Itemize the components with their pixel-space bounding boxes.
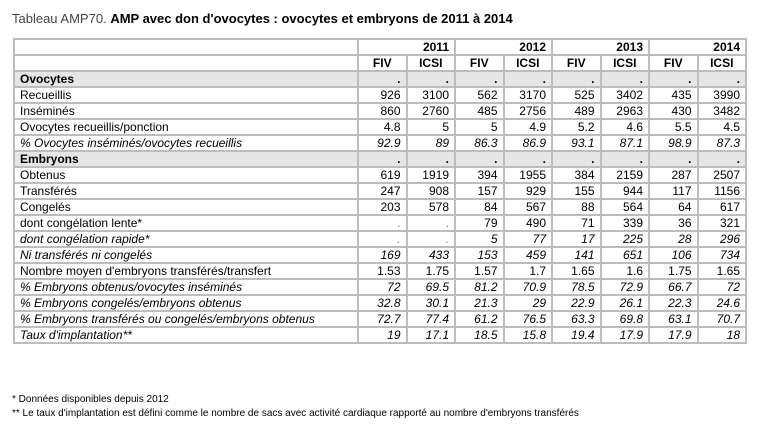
row-label: % Embryons congelés/embryons obtenus <box>14 295 358 311</box>
value-cell: 485 <box>455 103 504 119</box>
value-cell: 651 <box>601 247 650 263</box>
value-cell: 28 <box>649 231 698 247</box>
value-cell: 22.3 <box>649 295 698 311</box>
value-cell: 287 <box>649 167 698 183</box>
value-cell: . <box>455 151 504 167</box>
value-cell: 929 <box>504 183 553 199</box>
value-cell: 17 <box>552 231 601 247</box>
table-row <box>14 167 746 183</box>
table-row <box>14 183 746 199</box>
value-cell: 169 <box>358 247 407 263</box>
value-cell: 4.6 <box>601 119 650 135</box>
value-cell: 87.1 <box>601 135 650 151</box>
table-row <box>14 311 746 327</box>
value-cell: . <box>358 215 407 231</box>
table-row <box>14 247 746 263</box>
value-cell: 76.5 <box>504 311 553 327</box>
technique-header: ICSI <box>407 55 456 71</box>
value-cell: 141 <box>552 247 601 263</box>
table-row <box>14 231 746 247</box>
value-cell: 29 <box>504 295 553 311</box>
value-cell: 1.75 <box>407 263 456 279</box>
value-cell: 2963 <box>601 103 650 119</box>
value-cell: 66.7 <box>649 279 698 295</box>
value-cell: 860 <box>358 103 407 119</box>
value-cell: 86.3 <box>455 135 504 151</box>
value-cell: 5.2 <box>552 119 601 135</box>
value-cell: 435 <box>649 87 698 103</box>
value-cell: . <box>358 231 407 247</box>
value-cell: 734 <box>698 247 747 263</box>
value-cell: 63.3 <box>552 311 601 327</box>
value-cell: 70.9 <box>504 279 553 295</box>
technique-header: FIV <box>455 55 504 71</box>
value-cell: 339 <box>601 215 650 231</box>
value-cell: . <box>407 215 456 231</box>
value-cell: 26.1 <box>601 295 650 311</box>
row-label: Obtenus <box>14 167 358 183</box>
year-header: 2013 <box>552 39 649 55</box>
table-title <box>12 11 513 26</box>
value-cell: 21.3 <box>455 295 504 311</box>
value-cell: 19 <box>358 327 407 343</box>
value-cell: . <box>698 151 747 167</box>
header-empty-cell <box>14 55 358 71</box>
value-cell: 153 <box>455 247 504 263</box>
value-cell: . <box>601 151 650 167</box>
value-cell: 72.7 <box>358 311 407 327</box>
table-row <box>14 135 746 151</box>
value-cell: . <box>698 71 747 87</box>
value-cell: 64 <box>649 199 698 215</box>
value-cell: 908 <box>407 183 456 199</box>
technique-header: FIV <box>358 55 407 71</box>
value-cell: 93.1 <box>552 135 601 151</box>
row-label: Transférés <box>14 183 358 199</box>
value-cell: 24.6 <box>698 295 747 311</box>
value-cell: 69.8 <box>601 311 650 327</box>
value-cell: . <box>552 151 601 167</box>
year-header: 2011 <box>358 39 455 55</box>
row-label: % Embryons obtenus/ovocytes inséminés <box>14 279 358 295</box>
row-label: Congelés <box>14 199 358 215</box>
value-cell: 1156 <box>698 183 747 199</box>
value-cell: 4.9 <box>504 119 553 135</box>
value-cell: 5 <box>455 119 504 135</box>
value-cell: . <box>552 71 601 87</box>
value-cell: 1.6 <box>601 263 650 279</box>
technique-header: FIV <box>649 55 698 71</box>
value-cell: 155 <box>552 183 601 199</box>
value-cell: . <box>649 151 698 167</box>
value-cell: 22.9 <box>552 295 601 311</box>
value-cell: 490 <box>504 215 553 231</box>
value-cell: 1.65 <box>698 263 747 279</box>
row-label: dont congélation rapide* <box>14 231 358 247</box>
value-cell: 5 <box>407 119 456 135</box>
value-cell: 433 <box>407 247 456 263</box>
table-caption: AMP avec don d'ovocytes : ovocytes et embryons de 2011 à 2014 <box>110 11 513 26</box>
value-cell: 1.53 <box>358 263 407 279</box>
value-cell: 17.9 <box>601 327 650 343</box>
section-label: Embryons <box>14 151 358 167</box>
value-cell: 88 <box>552 199 601 215</box>
value-cell: 106 <box>649 247 698 263</box>
table-row <box>14 215 746 231</box>
value-cell: 78.5 <box>552 279 601 295</box>
value-cell: 562 <box>455 87 504 103</box>
row-label: Taux d'implantation** <box>14 327 358 343</box>
value-cell: 81.2 <box>455 279 504 295</box>
table-row <box>14 119 746 135</box>
table-row <box>14 263 746 279</box>
row-label: Ni transférés ni congelés <box>14 247 358 263</box>
value-cell: 87.3 <box>698 135 747 151</box>
value-cell: 2159 <box>601 167 650 183</box>
year-header: 2014 <box>649 39 746 55</box>
value-cell: . <box>407 231 456 247</box>
value-cell: 247 <box>358 183 407 199</box>
value-cell: 15.8 <box>504 327 553 343</box>
value-cell: 430 <box>649 103 698 119</box>
value-cell: 4.5 <box>698 119 747 135</box>
value-cell: 926 <box>358 87 407 103</box>
table-row <box>14 199 746 215</box>
value-cell: 525 <box>552 87 601 103</box>
value-cell: 3990 <box>698 87 747 103</box>
value-cell: 77.4 <box>407 311 456 327</box>
value-cell: 944 <box>601 183 650 199</box>
value-cell: 32.8 <box>358 295 407 311</box>
value-cell: 2760 <box>407 103 456 119</box>
header-empty-cell <box>14 39 358 55</box>
row-label: Ovocytes recueillis/ponction <box>14 119 358 135</box>
value-cell: 2756 <box>504 103 553 119</box>
technique-header: ICSI <box>601 55 650 71</box>
value-cell: . <box>407 71 456 87</box>
data-table <box>13 38 747 344</box>
value-cell: 2507 <box>698 167 747 183</box>
value-cell: 61.2 <box>455 311 504 327</box>
row-label: Recueillis <box>14 87 358 103</box>
value-cell: 86.9 <box>504 135 553 151</box>
value-cell: 619 <box>358 167 407 183</box>
value-cell: 19.4 <box>552 327 601 343</box>
value-cell: 578 <box>407 199 456 215</box>
value-cell: 72.9 <box>601 279 650 295</box>
value-cell: . <box>407 151 456 167</box>
value-cell: 1.65 <box>552 263 601 279</box>
value-cell: 617 <box>698 199 747 215</box>
value-cell: 17.1 <box>407 327 456 343</box>
value-cell: 1.57 <box>455 263 504 279</box>
footnote: * Données disponibles depuis 2012 <box>12 394 169 405</box>
value-cell: 489 <box>552 103 601 119</box>
value-cell: 17.9 <box>649 327 698 343</box>
value-cell: 1.7 <box>504 263 553 279</box>
technique-header: FIV <box>552 55 601 71</box>
value-cell: 296 <box>698 231 747 247</box>
value-cell: 3482 <box>698 103 747 119</box>
table-row <box>14 295 746 311</box>
value-cell: 63.1 <box>649 311 698 327</box>
value-cell: 564 <box>601 199 650 215</box>
value-cell: 1955 <box>504 167 553 183</box>
value-cell: 117 <box>649 183 698 199</box>
value-cell: 36 <box>649 215 698 231</box>
table-row <box>14 279 746 295</box>
value-cell: 69.5 <box>407 279 456 295</box>
section-row <box>14 151 746 167</box>
technique-header: ICSI <box>698 55 747 71</box>
value-cell: . <box>358 151 407 167</box>
value-cell: . <box>504 71 553 87</box>
value-cell: 3170 <box>504 87 553 103</box>
value-cell: 5 <box>455 231 504 247</box>
value-cell: 225 <box>601 231 650 247</box>
value-cell: 98.9 <box>649 135 698 151</box>
value-cell: . <box>358 71 407 87</box>
year-header-row <box>14 39 746 55</box>
section-label: Ovocytes <box>14 71 358 87</box>
value-cell: 89 <box>407 135 456 151</box>
section-row <box>14 71 746 87</box>
year-header: 2012 <box>455 39 552 55</box>
value-cell: 321 <box>698 215 747 231</box>
row-label: dont congélation lente* <box>14 215 358 231</box>
value-cell: 71 <box>552 215 601 231</box>
row-label: % Ovocytes inséminés/ovocytes recueillis <box>14 135 358 151</box>
value-cell: . <box>649 71 698 87</box>
value-cell: 18 <box>698 327 747 343</box>
value-cell: 72 <box>358 279 407 295</box>
technique-header: ICSI <box>504 55 553 71</box>
row-label: Nombre moyen d'embryons transférés/transfert <box>14 263 358 279</box>
footnote: ** Le taux d'implantation est défini comme le nombre de sacs avec activité cardiaque rapporté au nombre d'embryons transférés <box>12 408 579 419</box>
value-cell: 18.5 <box>455 327 504 343</box>
value-cell: 3100 <box>407 87 456 103</box>
table-row <box>14 327 746 343</box>
table-number: Tableau AMP70. <box>12 11 107 26</box>
value-cell: 92.9 <box>358 135 407 151</box>
value-cell: 77 <box>504 231 553 247</box>
value-cell: 79 <box>455 215 504 231</box>
value-cell: 394 <box>455 167 504 183</box>
row-label: Inséminés <box>14 103 358 119</box>
value-cell: . <box>601 71 650 87</box>
value-cell: . <box>455 71 504 87</box>
value-cell: 157 <box>455 183 504 199</box>
value-cell: 1919 <box>407 167 456 183</box>
value-cell: 84 <box>455 199 504 215</box>
table-row <box>14 87 746 103</box>
value-cell: 459 <box>504 247 553 263</box>
value-cell: 4.8 <box>358 119 407 135</box>
value-cell: 72 <box>698 279 747 295</box>
value-cell: 3402 <box>601 87 650 103</box>
technique-header-row <box>14 55 746 71</box>
value-cell: 30.1 <box>407 295 456 311</box>
table-row <box>14 103 746 119</box>
value-cell: 5.5 <box>649 119 698 135</box>
value-cell: . <box>504 151 553 167</box>
value-cell: 70.7 <box>698 311 747 327</box>
row-label: % Embryons transférés ou congelés/embryons obtenus <box>14 311 358 327</box>
value-cell: 203 <box>358 199 407 215</box>
value-cell: 567 <box>504 199 553 215</box>
value-cell: 384 <box>552 167 601 183</box>
value-cell: 1.75 <box>649 263 698 279</box>
footnotes <box>12 393 579 421</box>
